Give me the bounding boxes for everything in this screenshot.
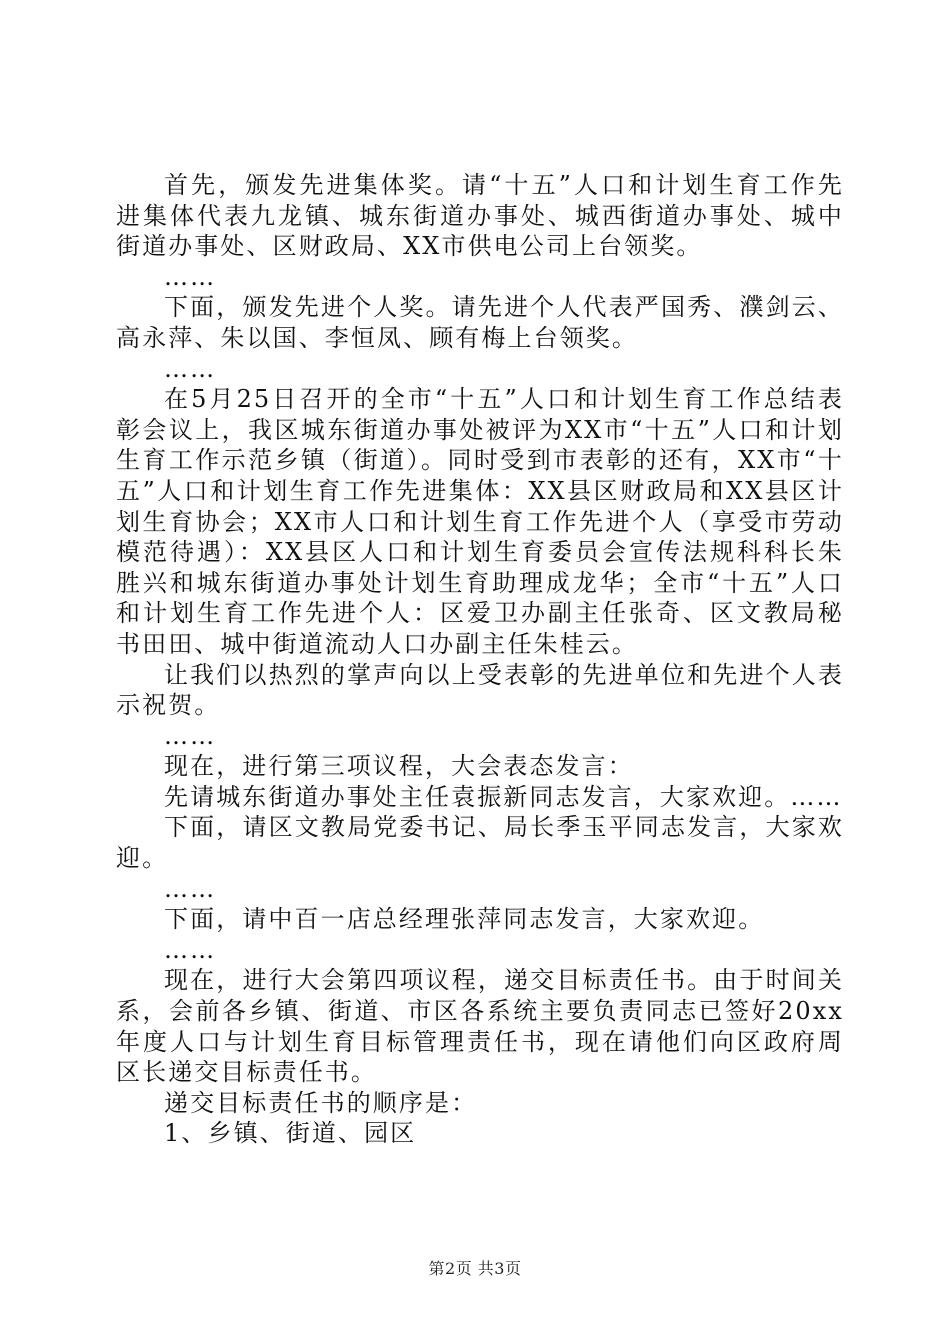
paragraph: 递交目标责任书的顺序是：	[164, 1088, 478, 1117]
paragraph: 1、乡镇、街道、园区	[164, 1119, 417, 1148]
page-footer: 第2页 共3页	[428, 1259, 522, 1278]
paragraph: 首先，颁发先进集体奖。请“十五”人口和计划生育工作先进集体代表九龙镇、城东街道办事处、城西街道办事处、城中街道办事处、区财政局、XX市供电公司上台领奖。	[116, 171, 844, 261]
paragraph: 下面，请中百一店总经理张萍同志发言，大家欢迎。	[164, 905, 765, 934]
paragraph: 现在，进行第三项议程，大会表态发言：	[164, 752, 634, 781]
paragraph: 下面，颁发先进个人奖。请先进个人代表严国秀、濮剑云、高永萍、朱以国、李恒凤、顾有梅上台领奖。	[116, 293, 844, 352]
paragraph: 让我们以热烈的掌声向以上受表彰的先进单位和先进个人表示祝贺。	[116, 660, 844, 720]
paragraph: 在5月25日召开的全市“十五”人口和计划生育工作总结表彰会议上，我区城东街道办事处被评为XX市“十五”人口和计划生育工作示范乡镇（街道）。同时受到市表彰的还有，XX市“十五”人口和计划生育工作先进集体：XX县区财政局和XX县区计划生育协会；XX市人口和计划生育工作先进个人（享受市劳动模范待遇）：XX县区人口和计划生育委员会宣传法规科科长朱胜兴和城东街道办事处计划生育助理成龙华；全市“十五”人口和计划生育工作先进个人：区爱卫办副主任张奇、区文教局秘书田田、城中街道流动人口办副主任朱桂云。	[116, 385, 844, 658]
paragraph: ……	[164, 721, 217, 750]
paragraph: ……	[164, 262, 217, 291]
paragraph: ……	[164, 874, 217, 903]
paragraph: 现在，进行大会第四项议程，递交目标责任书。由于时间关系，会前各乡镇、街道、市区各系统主要负责同志已签好20xx年度人口与计划生育目标管理责任书，现在请他们向区政府周区长递交目标责任书。	[116, 966, 844, 1087]
paragraph: ……	[164, 935, 217, 964]
paragraph: ……	[164, 354, 217, 383]
paragraph: 先请城东街道办事处主任袁振新同志发言，大家欢迎。……	[164, 782, 843, 811]
paragraph: 下面，请区文教局党委书记、局长季玉平同志发言，大家欢迎。	[116, 813, 844, 873]
document-body	[116, 170, 844, 1149]
